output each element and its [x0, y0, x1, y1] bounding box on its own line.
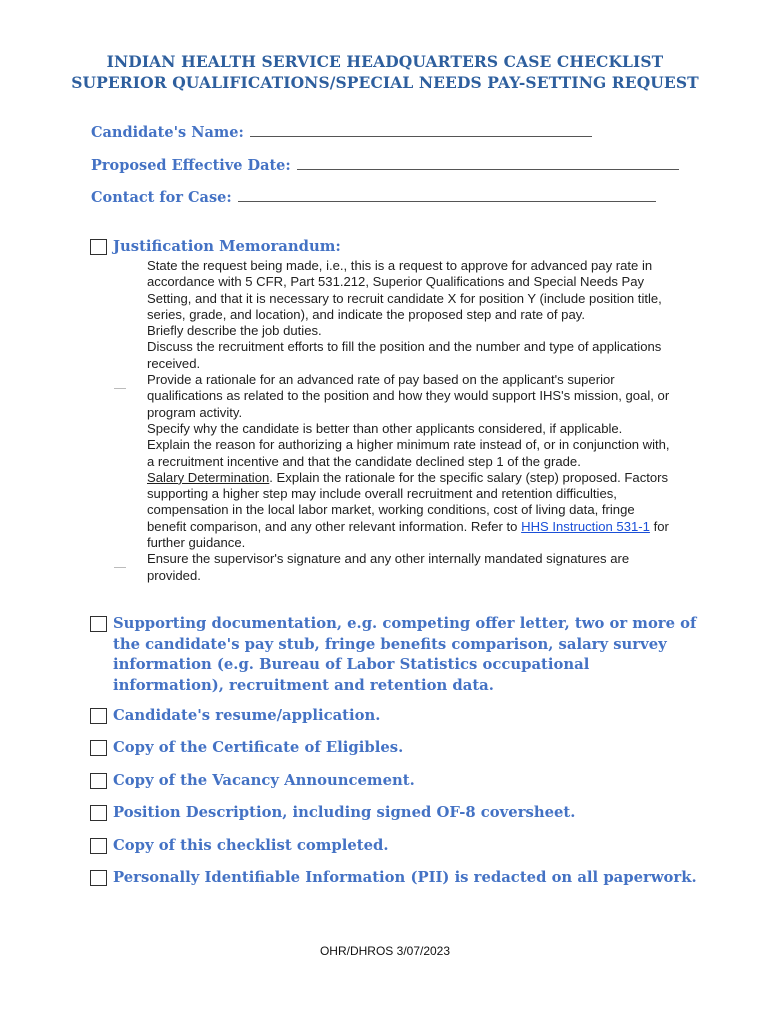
list-item: Explain the reason for authorizing a higher minimum rate instead of, or in conjunction with, a recruitment incentive and that the candidate declined step 1 of the grade.	[147, 437, 670, 469]
list-item: Ensure the supervisor's signature and any other internally mandated signatures are provided.	[147, 551, 630, 583]
certificate-checkbox[interactable]	[90, 740, 107, 756]
effective-date-input[interactable]	[297, 157, 679, 170]
title-line-1: INDIAN HEALTH SERVICE HEADQUARTERS CASE CHECKLIST	[106, 52, 664, 71]
position-description-checkbox[interactable]	[90, 805, 107, 821]
bullet-marker	[114, 567, 126, 568]
certificate-label: Copy of the Certificate of Eligibles.	[113, 739, 404, 756]
justification-bullets	[147, 258, 672, 584]
candidate-name-input[interactable]	[250, 124, 592, 137]
supporting-docs-checkbox[interactable]	[90, 616, 107, 632]
effective-date-label: Proposed Effective Date:	[91, 157, 291, 174]
pii-checkbox[interactable]	[90, 870, 107, 886]
vacancy-label: Copy of the Vacancy Announcement.	[113, 772, 415, 789]
title-line-2: SUPERIOR QUALIFICATIONS/SPECIAL NEEDS PAY-SETTING REQUEST	[71, 73, 699, 92]
footer: OHR/DHROS 3/07/2023	[319, 944, 451, 958]
bullet-marker	[114, 388, 126, 389]
list-item: Specify why the candidate is better than other applicants considered, if applicable.	[147, 420, 623, 436]
contact-input[interactable]	[238, 189, 656, 202]
candidate-name-label: Candidate's Name:	[91, 124, 244, 141]
pii-label: Personally Identifiable Information (PII) is redacted on all paperwork.	[113, 869, 697, 886]
list-item: Provide a rationale for an advanced rate of pay based on the applicant's superior qualifications as related to the position and how they would support IHS's mission, goal, or program activity.	[147, 372, 670, 420]
hhs-instruction-link[interactable]: HHS Instruction 531-1	[521, 518, 650, 534]
contact-field	[91, 189, 656, 206]
resume-label: Candidate's resume/application.	[113, 707, 381, 724]
list-item	[147, 470, 672, 551]
salary-determination-tail: for further guidance.	[147, 518, 669, 551]
candidate-name-field	[91, 124, 592, 141]
justification-checkbox[interactable]	[90, 239, 107, 255]
salary-determination-text: . Explain the rationale for the specific salary (step) proposed. Factors supporting a higher step may include overall recruitment and retention difficulties, compensation in the local labor market, working conditions, cost of living data, fringe benefit comparison, and any other relevant information. Refer to	[147, 469, 669, 534]
list-item: State the request being made, i.e., this is a request to approve for advanced pay rate in accordance with 5 CFR, Part 531.212, Superior Qualifications and Special Needs Pay Setting, and that it is necessary to recruit candidate X for position Y (include position title, series, grade, and location), and indicate the proposed step and rate of pay.	[147, 258, 662, 322]
contact-label: Contact for Case:	[91, 189, 232, 206]
checklist-copy-checkbox[interactable]	[90, 838, 107, 854]
effective-date-field	[91, 157, 679, 174]
list-item: Briefly describe the job duties.	[147, 323, 322, 339]
vacancy-checkbox[interactable]	[90, 773, 107, 789]
position-description-label: Position Description, including signed OF-8 coversheet.	[113, 804, 576, 821]
resume-checkbox[interactable]	[90, 708, 107, 724]
salary-determination-heading: Salary Determination	[147, 469, 270, 485]
list-item: Discuss the recruitment efforts to fill the position and the number and type of applications received.	[147, 339, 662, 371]
checklist-copy-label: Copy of this checklist completed.	[113, 837, 389, 854]
justification-label: Justification Memorandum:	[113, 238, 341, 255]
supporting-docs-label: Supporting documentation, e.g. competing offer letter, two or more of the candidate's pay stub, fringe benefits comparison, salary survey information (e.g. Bureau of Labor Statistics occupational information), recruitment and retention data.	[113, 615, 697, 694]
